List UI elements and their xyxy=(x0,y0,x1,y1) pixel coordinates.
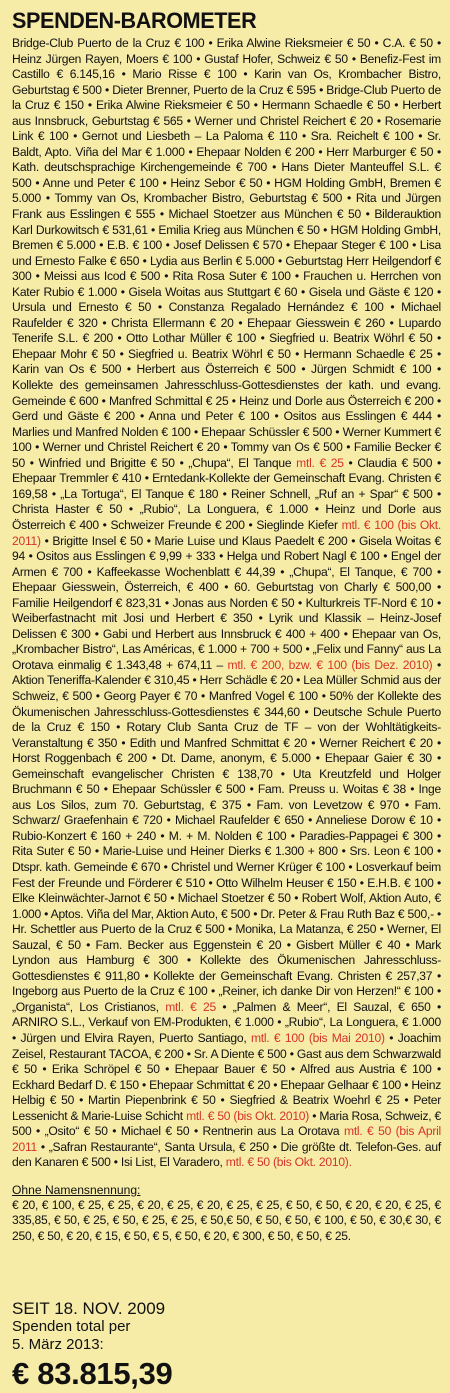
donation-text: • Aktion Teneriffa-Kalender € 310,45 • Herr Schädle € 20 • Lea Müller Schmid aus der Schweiz, € 500 • Georg Payer € 70 • Manfred Vogel € 100 • 50% der Kollekte des Ökumenischen Jahresschluss-Gottesdienstes € 344,60 • Deutsche Schule Puerto de la Cruz € 150 • Rotary Club Santa Cruz de TF – von der Wohltätigkeits-Veranstaltung € 350 • Edith und Manfred Schmittat € 20 • Werner Reichert € 20 • Horst Roggenbach € 200 • Dt. Dame, anonym, € 5.000 • Ehepaar Gaier € 30 • Gemeinschaft evangelischer Christen € 138,70 • Uta Kreutzfeld und Holger Bruchmann € 50 • Ehepaar Schüssler € 500 • Fam. Preuss u. Woitas € 38 • Inge aus Los Silos, zum 70. Geburtstag, € 375 • Fam. von Levetzow € 970 • Fam. Schwarz/ Graefenhain € 720 • Michael Raufelder € 650 • Anneliese Dorow € 10 • Rubio-Konzert € 160 + 240 • M. + M. Nolden € 100 • Paradies-Pappagei € 300 • Rita Suter € 50 • Marie-Luise und Heiner Dierks € 1.300 + 800 • Srs. Leon € 100 • Dtspr. kath. Gemeinde € 670 • Christel und Werner Krüger € 100 • Losverkauf beim Fest der Freunde und Förderer € 510 • Otto Wilhelm Heuser € 150 • E.H.B. € 100 • Elke Kleinwächter-Jarnot € 50 • Michael Stoetzer € 50 • Robert Wolf, Aktion Auto, € 1.000 • Aptos. Viña del Mar, Aktion Auto, € 500 • Dr. Peter & Frau Ruth Baz € 500,- • Hr. Schettler aus Puerto de la Cruz € 500 • Monika, La Matanza, € 250 • Werner, El Sauzal, € 50 • Fam. Becker aus Eggenstein € 20 • Gisbert Müller € 40 • Mark Lyndon aus Hamburg € 300 • Kollekte des Ökumenischen Jahresschluss-Gottesdienstes € 911,80 • Kollekte der Gemeinschaft Evang. Christen € 257,37 • Ingeborg aus Puerto de la Cruz € 100 • „Reiner, ich danke Dir von Herzen!“ € 100 • „Organista“, Los Cristianos, xyxy=(12,657,441,1014)
donation-text: • „Palmen & Meer“, El Sauzal, € 650 • ARNIRO S.L., Verkauf von EM-Produkten, € 1.000 • „Rubio“, La Longuera, € 1.000 • Jürgen und Elvira Rayen, Puerto Santiago, xyxy=(12,999,441,1045)
total-label-line-2: 5. März 2013: xyxy=(12,1335,104,1353)
donation-text: • Claudia € 500 • Ehepaar Tremmler € 410 • Erntedank-Kollekte der Gemeinschaft Evang. Christen € 169,58 • „La Tortuga“, El Tanque € 180 • Reiner Schnell, „Ruf an + Spar“ € 500 • Christa Haster € 50 • „Rubio“, La Longuera, € 1.000 • Heinz und Dorle aus Österreich € 400 • Schweizer Freunde € 200 • Sieglinde Kiefer xyxy=(12,455,441,532)
donation-text: • Joachim Zeisel, Restaurant TACOA, € 200 • Sr. A Diente € 500 • Gast aus dem Schwarzwald € 50 • Erika Schröpel € 50 • Ehepaar Bauer € 50 • Alfred aus Austria € 100 • Eckhard Bedarf D. € 150 • Ehepaar Schmittat € 20 • Ehepaar Gelhaar € 100 • Heinz Helbig € 50 • Martin Piepenbrink € 50 • Siegfried & Beatrix Woehrl € 25 • Peter Lessenicht & Marie-Luise Schicht xyxy=(12,1031,441,1123)
donation-text: • Maria Rosa, Schweiz, € 500 • „Osito“ € 50 • Michael € 50 • Rentnerin aus La Orotava xyxy=(12,1108,441,1139)
donation-text: • Brigitte Insel € 50 • Marie Luise und Klaus Paedelt € 200 • Gisela Woitas € 94 • Ositos aus Esslingen € 9,99 + 333 • Helga und Robert Nagl € 100 • Engel der Armen € 700 • Kaffeekasse Wochenblatt € 44,39 • „Chupa“, El Tanque, € 700 • Ehepaar Giesswein, Österreich, € 400 • 60. Geburtstag von Charly € 500,00 • Familie Heilgendorf € 823,31 • Jonas aus Norden € 50 • Kulturkreis TF-Nord € 10 • Weiberfastnacht mit Josi und Herbert € 350 • Lyrik und Klassik – Heinz-Josef Delissen € 300 • Gabi und Herbert aus Innsbruck € 400 + 400 • Ehepaar van Os, „Krombacher Bistro“, Las Américas, € 1.000 + 700 + 500 • „Felix und Fanny“ aus La Orotava einmalig € 1.343,48 + 674,11 – xyxy=(12,533,441,672)
monthly-donation-note: mtl. € 100 (bis Okt. 2011) xyxy=(12,517,441,548)
monthly-donation-note: mtl. € 100 (bis Mai 2010) xyxy=(250,1031,385,1045)
donation-list xyxy=(12,36,441,1171)
total-label-line-1: Spenden total per xyxy=(12,1318,131,1336)
page-title: SPENDEN-BAROMETER xyxy=(12,8,257,33)
anonymous-donation-list: € 20, € 100, € 25, € 25, € 20, € 25, € 20, € 25, € 25, € 50, € 50, € 20, € 20, € 25, € 335,85, € 50, € 25, € 50, € 25, € 25, € 50,€ 50, € 50, € 50, € 100, € 50, € 30,€ 30, € 250, € 50, € 20, € 15, € 50, € 5, € 50, € 20, € 300, € 50, € 50, € 25. xyxy=(12,1197,441,1243)
monthly-donation-note: mtl. € 50 (bis Okt. 2010) xyxy=(186,1108,310,1123)
total-amount: € 83.815,39 xyxy=(12,1356,173,1392)
donation-text: • „Safran Restaurante“, Santa Ursula, € 250 • Die größte dt. Telefon-Ges. auf den Kanaren € 500 • Isi List, El Varadero, xyxy=(12,1139,441,1170)
monthly-donation-note: mtl. € 25 xyxy=(165,999,216,1014)
donation-text: Bridge-Club Puerto de la Cruz € 100 • Erika Alwine Rieksmeier € 50 • C.A. € 50 • Heinz Jürgen Rayen, Moers € 100 • Gustaf Hofer, Schweiz € 50 • Benefiz-Fest im Castillo € 6.145,16 • Mario Risse € 100 • Karin van Os, Krombacher Bistro, Geburtstag € 500 • Dieter Brenner, Puerto de la Cruz € 595 • Bridge-Club Puerto de la Cruz € 150 • Erika Alwine Rieksmeier € 50 • Hermann Schaedle € 50 • Herbert aus Innsbruck, Geburtstag € 565 • Werner und Christel Reichert € 20 • Rosemarie Link € 100 • Gernot und Liesbeth – La Paloma € 110 • Sra. Reichelt € 100 • Sr. Baldt, Apto. Viña del Mar € 1.000 • Ehepaar Nolden € 200 • Herr Marburger € 50 • Kath. deutschsprachige Kirchengemeinde € 700 • Hans Dieter Manteuffel S.L. € 500 • Anne und Peter € 100 • Heinz Sebor € 50 • HGM Holding GmbH, Bremen € 5.000 • Tommy van Os, Krombacher Bistro, Geburtstag € 500 • Rita und Jürgen Frank aus Esslingen € 555 • Michael Stoetzer aus München € 50 • Bilderauktion Karl Durkowitsch € 531,61 • Emilia Krieg aus München € 50 • HGM Holding GmbH, Bremen € 5.000 • E.B. € 100 • Josef Delissen € 570 • Ehepaar Steger € 100 • Lisa und Ernesto Falke € 650 • Lydia aus Berlin € 5.000 • Geburtstag Herr Heilgendorf € 300 • Meissi aus Icod € 500 • Rita Rosa Suter € 100 • Frauchen u. Herrchen von Kater Rubio € 1.000 • Gisela Woitas aus Stuttgart € 60 • Gisela und Gäste € 120 • Ursula und Ernesto € 50 • Constanza Regalado Hernández € 100 • Michael Raufelder € 320 • Christa Ellermann € 20 • Ehepaar Giesswein € 260 • Lupardo Tenerife S.L. € 200 • Otto Lothar Müller € 100 • Siegfried u. Beatrix Wöhrl € 50 • Ehepaar Mohr € 50 • Siegfried u. Beatrix Wöhrl € 50 • Hermann Schaedle € 25 • Karin van Os € 500 • Herbert aus Österreich € 500 • Jürgen Schmidt € 100 • Kollekte des gemeinsamen Jahresschluss-Gottesdienstes der kath. und evang. Gemeinde € 600 • Manfred Schmittal € 25 • Heinz und Dorle aus Österreich € 200 • Gerd und Gäste € 200 • Anna und Peter € 100 • Ositos aus Esslingen € 444 • Marlies und Manfred Nolden € 100 • Ehepaar Schüssler € 500 • Werner Kummert € 100 • Werner und Christel Reichert € 20 • Tommy van Os € 500 • Familie Becker € 50 • Winfried und Brigitte € 50 • „Chupa“, El Tanque xyxy=(12,36,441,470)
monthly-donation-note: mtl. € 200, bzw. € 100 (bis Dez. 2010) xyxy=(227,657,433,672)
anonymous-heading: Ohne Namensnennung: xyxy=(12,1182,141,1197)
monthly-donation-note: mtl. € 50 (bis Okt. 2010). xyxy=(225,1155,352,1170)
since-date: SEIT 18. NOV. 2009 xyxy=(12,1299,166,1319)
monthly-donation-note: mtl. € 25 xyxy=(296,455,344,470)
monthly-donation-note: mtl. € 50 (bis April 2011 xyxy=(12,1124,441,1154)
